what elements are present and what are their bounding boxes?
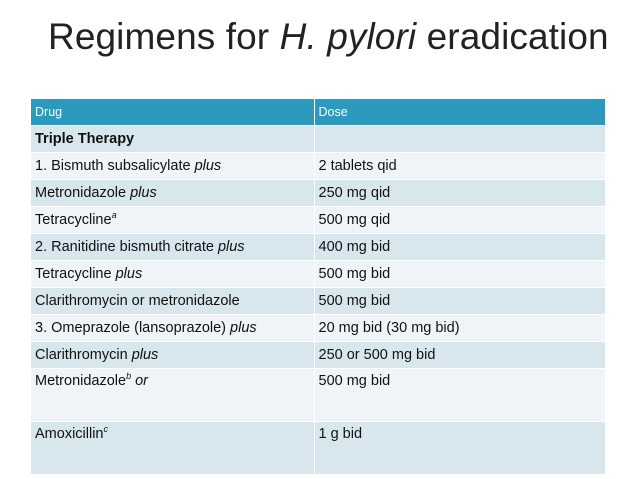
drug-cell: [31, 261, 314, 288]
table-header-row: [31, 99, 605, 126]
drug-qualifier: plus: [217, 239, 245, 255]
drug-cell: [31, 153, 314, 180]
drug-cell: [31, 342, 314, 369]
drug-qualifier: plus: [230, 320, 257, 336]
section-row: [31, 126, 605, 153]
header-dose: Dose: [314, 99, 605, 126]
title-suffix: eradication: [416, 16, 609, 57]
dose-cell: 400 mg bid: [314, 234, 605, 261]
drug-name: Metronidazole: [35, 373, 127, 389]
dose-cell: 1 g bid: [314, 422, 605, 475]
drug-name: Amoxicillin: [35, 426, 104, 442]
drug-cell: [31, 207, 314, 234]
slide-title: [48, 16, 609, 58]
drug-name: 3. Omeprazole (lansoprazole): [35, 320, 231, 336]
dose-cell: 2 tablets qid: [314, 153, 605, 180]
drug-cell: [31, 315, 314, 342]
drug-qualifier: plus: [131, 347, 159, 363]
table-row: [31, 234, 605, 261]
table-row: [31, 261, 605, 288]
drug-cell: [31, 234, 314, 261]
table-row: [31, 342, 605, 369]
drug-qualifier: plus: [130, 185, 157, 201]
drug-cell: [31, 288, 314, 315]
section-label: Triple Therapy: [31, 126, 314, 153]
drug-name: 1. Bismuth subsalicylate: [35, 158, 195, 174]
drug-name: Metronidazole: [35, 185, 131, 201]
drug-name: 2. Ranitidine bismuth citrate: [35, 239, 218, 255]
drug-cell: [31, 422, 314, 475]
title-organism: H. pylori: [279, 16, 417, 57]
drug-name: Clarithromycin: [35, 347, 132, 363]
table-row: [31, 153, 605, 180]
dose-cell: 500 mg bid: [314, 369, 605, 422]
drug-qualifier: plus: [194, 158, 222, 174]
drug-name: Tetracycline: [35, 212, 112, 228]
drug-name: Clarithromycin or metronidazole: [35, 293, 240, 309]
dose-cell: 500 mg bid: [314, 261, 605, 288]
table-row: [31, 288, 605, 315]
drug-qualifier: plus: [115, 266, 143, 282]
dose-cell: 500 mg qid: [314, 207, 605, 234]
regimen-table: [31, 99, 605, 475]
drug-name: Tetracycline: [35, 266, 116, 282]
table-row: [31, 369, 605, 422]
dose-cell: 250 or 500 mg bid: [314, 342, 605, 369]
footnote-marker: b: [126, 371, 132, 382]
drug-qualifier: or: [131, 373, 149, 389]
dose-cell: 500 mg bid: [314, 288, 605, 315]
table-row: [31, 422, 605, 475]
drug-cell: [31, 369, 314, 422]
header-drug: Drug: [31, 99, 314, 126]
table-row: [31, 207, 605, 234]
dose-cell: 250 mg qid: [314, 180, 605, 207]
title-prefix: Regimens for: [48, 16, 280, 57]
table-row: [31, 315, 605, 342]
footnote-marker: c: [103, 424, 108, 435]
drug-cell: [31, 180, 314, 207]
footnote-marker: a: [111, 210, 117, 221]
section-empty-cell: [314, 126, 605, 153]
dose-cell: 20 mg bid (30 mg bid): [314, 315, 605, 342]
table-row: [31, 180, 605, 207]
